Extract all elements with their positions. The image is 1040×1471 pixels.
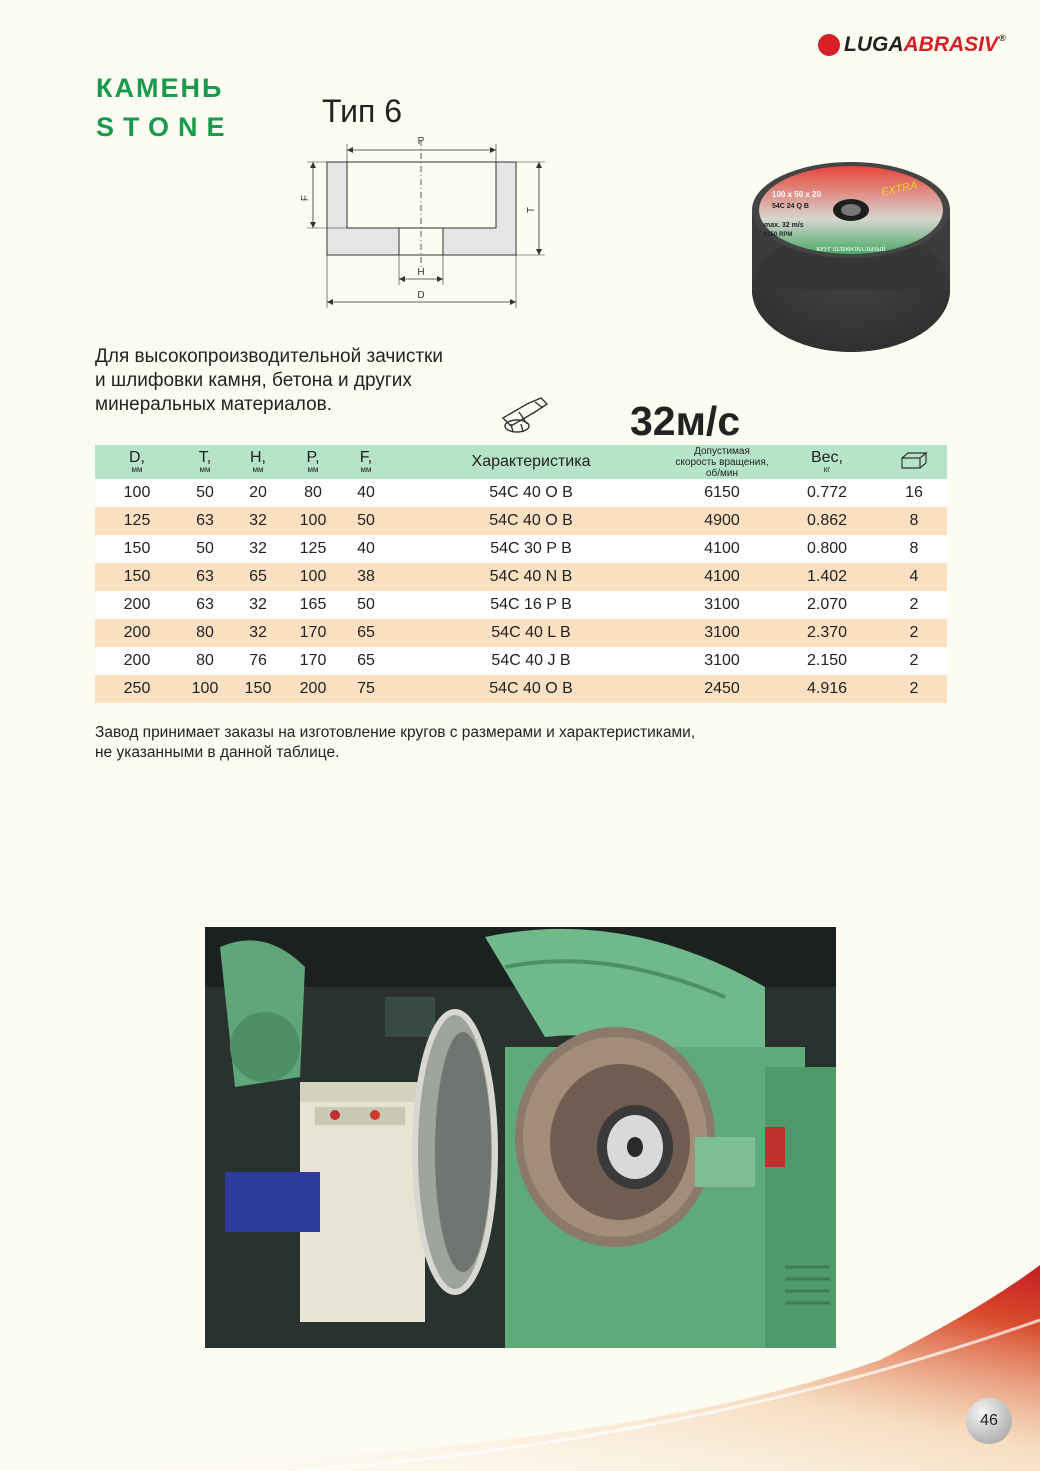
table-cell: 50 <box>179 479 231 507</box>
table-cell: 4 <box>881 563 947 591</box>
table-cell: 54C 40 O B <box>391 675 671 703</box>
table-cell: 165 <box>285 591 341 619</box>
table-cell: 32 <box>231 619 285 647</box>
product-bottom-text: КРУГ ШЛИФОВАЛЬНЫЙ <box>816 247 886 253</box>
table-cell: 200 <box>95 619 179 647</box>
table-cell: 38 <box>341 563 391 591</box>
table-row <box>95 479 947 507</box>
col-header-f: F, мм <box>341 445 391 479</box>
footnote-line: не указанными в данной таблице. <box>95 744 340 761</box>
table-cell: 250 <box>95 675 179 703</box>
table-cell: 200 <box>95 647 179 675</box>
table-cell: 80 <box>179 619 231 647</box>
table-cell: 32 <box>231 507 285 535</box>
table-cell: 80 <box>179 647 231 675</box>
table-cell: 150 <box>95 535 179 563</box>
table-cell: 50 <box>179 535 231 563</box>
table-cell: 2 <box>881 591 947 619</box>
col-header-d: D, мм <box>95 445 179 479</box>
brand-logo <box>818 28 1018 62</box>
table-header-row <box>95 445 947 479</box>
table-cell: 1.402 <box>773 563 881 591</box>
table-cell: 3100 <box>671 591 773 619</box>
dim-label-d: D <box>417 290 425 301</box>
table-cell: 54C 40 J B <box>391 647 671 675</box>
table-cell: 200 <box>285 675 341 703</box>
table-cell: 2.370 <box>773 619 881 647</box>
table-cell: 170 <box>285 619 341 647</box>
dim-label-h: H <box>417 267 425 278</box>
table-cell: 125 <box>95 507 179 535</box>
table-cell: 2 <box>881 647 947 675</box>
cup-wheel-product-image <box>742 160 960 360</box>
table-cell: 100 <box>179 675 231 703</box>
table-cell: 200 <box>95 591 179 619</box>
table-cell: 65 <box>231 563 285 591</box>
table-cell: 2450 <box>671 675 773 703</box>
col-header-package <box>881 445 947 479</box>
table-cell: 16 <box>881 479 947 507</box>
table-cell: 150 <box>231 675 285 703</box>
table-cell: 3100 <box>671 647 773 675</box>
table-cell: 3100 <box>671 619 773 647</box>
table-cell: 20 <box>231 479 285 507</box>
table-row <box>95 535 947 563</box>
table-cell: 100 <box>285 563 341 591</box>
table-cell: 4900 <box>671 507 773 535</box>
col-header-speed: Допустимая скорость вращения, об/мин <box>671 445 773 479</box>
description-line: и шлифовки камня, бетона и других <box>95 370 412 391</box>
title-ru: КАМЕНЬ <box>96 73 224 103</box>
dim-label-p: P <box>417 136 425 147</box>
table-cell: 54C 16 P B <box>391 591 671 619</box>
product-extra-text: EXTRA <box>880 179 919 199</box>
table-cell: 63 <box>179 591 231 619</box>
table-cell: 63 <box>179 507 231 535</box>
table-cell: 2 <box>881 619 947 647</box>
logo-circle-icon <box>818 34 840 56</box>
product-spec-text: 54C 24 Q B <box>772 203 809 210</box>
table-cell: 8 <box>881 507 947 535</box>
logo-text: LUGAABRASIV® <box>844 33 1006 56</box>
table-cell: 4100 <box>671 563 773 591</box>
table-cell: 40 <box>341 535 391 563</box>
table-cell: 75 <box>341 675 391 703</box>
table-cell: 40 <box>341 479 391 507</box>
type-label: Тип 6 <box>322 93 403 129</box>
table-cell: 32 <box>231 591 285 619</box>
table-cell: 2.070 <box>773 591 881 619</box>
table-cell: 125 <box>285 535 341 563</box>
table-cell: 54C 40 N B <box>391 563 671 591</box>
angle-grinder-icon <box>497 394 551 436</box>
footnote <box>95 723 815 763</box>
col-header-spec: Характеристика <box>391 445 671 479</box>
table-cell: 54C 40 O B <box>391 507 671 535</box>
table-row <box>95 647 947 675</box>
description-line: минеральных материалов. <box>95 394 333 415</box>
col-header-p: P, мм <box>285 445 341 479</box>
table-cell: 4100 <box>671 535 773 563</box>
product-rpm-text: 6150 RPM <box>764 232 793 238</box>
footnote-line: Завод принимает заказы на изготовление кругов с размерами и характеристиками, <box>95 724 696 741</box>
table-cell: 100 <box>95 479 179 507</box>
description-line: Для высокопроизводительной зачистки <box>95 346 443 367</box>
table-cell: 2 <box>881 675 947 703</box>
table-cell: 65 <box>341 619 391 647</box>
title-en: STONE <box>96 112 234 142</box>
table-cell: 63 <box>179 563 231 591</box>
table-cell: 6150 <box>671 479 773 507</box>
table-row <box>95 675 947 703</box>
table-cell: 32 <box>231 535 285 563</box>
table-cell: 170 <box>285 647 341 675</box>
table-cell: 0.772 <box>773 479 881 507</box>
table-cell: 54C 40 O B <box>391 479 671 507</box>
package-box-icon <box>899 450 929 470</box>
table-cell: 80 <box>285 479 341 507</box>
decorative-swoosh <box>0 1250 1040 1471</box>
table-cell: 4.916 <box>773 675 881 703</box>
table-cell: 65 <box>341 647 391 675</box>
dim-label-t: T <box>526 206 537 214</box>
table-cell: 0.862 <box>773 507 881 535</box>
table-row <box>95 591 947 619</box>
max-speed-label: 32м/с <box>630 398 741 444</box>
table-cell: 8 <box>881 535 947 563</box>
col-header-weight: Вес, кг <box>773 445 881 479</box>
product-speed-text: max. 32 m/s <box>764 222 804 229</box>
wheel-cross-section-diagram <box>295 130 555 310</box>
table-cell: 0.800 <box>773 535 881 563</box>
table-row <box>95 563 947 591</box>
col-header-h: H, мм <box>231 445 285 479</box>
table-cell: 150 <box>95 563 179 591</box>
table-cell: 76 <box>231 647 285 675</box>
dim-label-f: F <box>300 194 311 202</box>
product-description <box>95 345 515 417</box>
product-size-text: 100 x 50 x 20 <box>772 190 821 199</box>
col-header-t: T, мм <box>179 445 231 479</box>
table-row <box>95 619 947 647</box>
table-cell: 2.150 <box>773 647 881 675</box>
table-cell: 100 <box>285 507 341 535</box>
table-row <box>95 507 947 535</box>
page-number: 46 <box>980 1412 998 1429</box>
table-cell: 50 <box>341 507 391 535</box>
table-cell: 54C 40 L B <box>391 619 671 647</box>
table-cell: 54C 30 P B <box>391 535 671 563</box>
page-number-badge <box>966 1398 1012 1444</box>
table-cell: 50 <box>341 591 391 619</box>
specification-table <box>95 445 947 703</box>
